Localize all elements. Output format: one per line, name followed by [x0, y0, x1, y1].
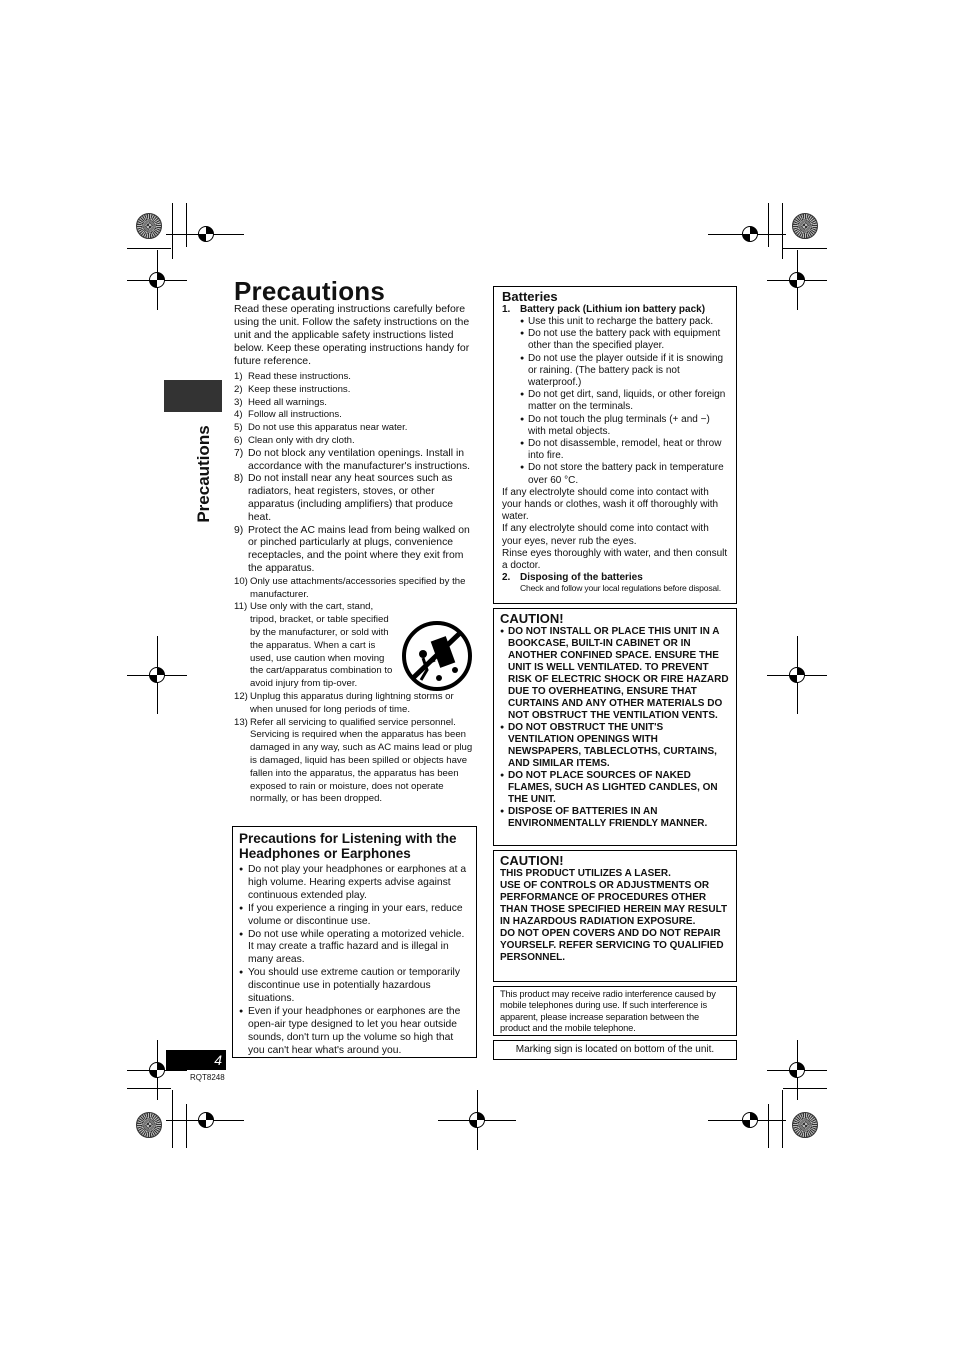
headphones-precautions-box — [232, 826, 477, 1058]
crosshair-icon — [767, 636, 827, 714]
crosshair-icon — [438, 1090, 516, 1150]
list-item: ● Do not touch the plug terminals (+ and −) with metal objects. — [520, 414, 728, 438]
list-item: ● Do not store the battery pack in temperature over 60 °C. — [520, 462, 728, 486]
paragraph: If any electrolyte should come into contact with your hands or clothes, wash it off thoroughly with water. — [502, 486, 719, 523]
caution-text: THIS PRODUCT UTILIZES A LASER. — [500, 868, 671, 879]
disposal-note: Check and follow your local regulations before disposal. — [520, 583, 721, 594]
side-section-label: Precautions — [194, 425, 213, 523]
page-title: Precautions — [234, 276, 386, 306]
caution-text: USE OF CONTROLS OR ADJUSTMENTS OR PERFORMANCE OF PROCEDURES OTHER THAN THOSE SPECIFIED HEREIN MAY RESULT IN HAZARDOUS RADIATION EXPOSURE. — [500, 880, 728, 927]
caution-box — [493, 608, 737, 846]
crosshair-icon — [127, 636, 187, 714]
list-item: 12) Unplug this apparatus during lightning storms or when unused for long periods of time. — [234, 690, 454, 715]
list-item: ● Do not get dirt, sand, liquids, or other foreign matter on the terminals. — [520, 389, 728, 413]
list-item: ● Do not use while operating a motorized vehicle. It may create a traffic hazard and is illegal in many areas. — [239, 929, 470, 968]
section-heading: Batteries — [502, 289, 558, 304]
caution-heading: CAUTION! — [500, 853, 564, 868]
batteries-box — [493, 286, 737, 604]
list-item: ● You should use extreme caution or temporarily discontinue use in potentially hazardous situations. — [239, 967, 470, 1006]
list-item: ● DO NOT OBSTRUCT THE UNIT'S VENTILATION OPENINGS WITH NEWSPAPERS, TABLECLOTHS, CURTAINS, AND SIMILAR ITEMS. — [500, 722, 730, 770]
crosshair-icon — [708, 1090, 786, 1150]
list-item: 1) Read these instructions. — [234, 371, 351, 382]
list-item: ● DO NOT PLACE SOURCES OF NAKED FLAMES, SUCH AS LIGHTED CANDLES, ON THE UNIT. — [500, 770, 730, 806]
crosshair-icon — [767, 250, 827, 310]
list-item: ● DISPOSE OF BATTERIES IN AN ENVIRONMENTALLY FRIENDLY MANNER. — [500, 806, 730, 830]
bullet-list — [239, 864, 470, 1058]
crosshair-icon — [166, 1090, 244, 1150]
color-target-icon — [792, 1112, 818, 1138]
list-item: 11) Use only with the cart, stand, tripod, bracket, or table specified by the manufacturer, or sold with the apparatus. When a cart is used, use caution when moving the cart/apparatus combination to avoid injury from tip-over. — [234, 601, 393, 690]
list-item: ● Do not disassemble, remodel, heat or throw into fire. — [520, 438, 728, 462]
marking-sign-note: Marking sign is located on bottom of the unit. — [493, 1040, 737, 1060]
list-item: 7) Do not block any ventilation openings. Install in accordance with the manufacturer's instructions. — [234, 447, 471, 472]
paragraph: If any electrolyte should come into contact with your eyes, never rub the eyes. — [502, 523, 709, 547]
color-target-icon — [136, 213, 162, 239]
list-item: 5) Do not use this apparatus near water. — [234, 422, 408, 434]
radio-interference-note: This product may receive radio interference caused by mobile telephones during use. If such interference is apparent, please increase separation between the product and the mobile telephone. — [493, 986, 737, 1036]
caution-text: DO NOT OPEN COVERS AND DO NOT REPAIR YOURSELF. REFER SERVICING TO QUALIFIED PERSONNEL. — [500, 928, 724, 963]
bullet-list — [500, 626, 730, 830]
crosshair-icon — [127, 250, 187, 310]
list-item: ● If you experience a ringing in your ears, reduce volume or discontinue use. — [239, 903, 470, 929]
list-item: ● Do not use the battery pack with equipment other than the specified player. — [520, 328, 728, 352]
subheading: 1. Battery pack (Lithium ion battery pack) — [502, 304, 706, 315]
list-item: ● Do not use the player outside if it is snowing or raining. (The battery pack is not waterproof.) — [520, 353, 728, 390]
list-item: ● Do not play your headphones or earphones at a high volume. Hearing experts advise against continuous extended play. — [239, 864, 470, 903]
list-item: 4) Follow all instructions. — [234, 409, 342, 421]
list-item: 3) Heed all warnings. — [234, 396, 327, 408]
list-item: 2) Keep these instructions. — [234, 383, 351, 395]
safety-instructions-list — [234, 371, 476, 806]
list-item: 13) Refer all servicing to qualified service personnel. Servicing is required when the apparatus has been damaged in any way, such as AC mains lead or plug is damaged, liquid has been spilled or objects have fallen into the apparatus, the apparatus has been exposed to rain or moisture, does not operate normally, or has been dropped. — [234, 716, 473, 805]
laser-caution-box — [493, 850, 737, 982]
list-item: 9) Protect the AC mains lead from being walked on or pinched particularly at plugs, convenience receptacles, and the point where they exit from the apparatus. — [234, 524, 470, 574]
color-target-icon — [136, 1112, 162, 1138]
caution-heading: CAUTION! — [500, 611, 564, 626]
paragraph: Rinse eyes thoroughly with water, and then consult a doctor. — [502, 547, 728, 572]
page-number: 4 — [166, 1050, 226, 1070]
list-item: ● Use this unit to recharge the battery pack. — [520, 316, 728, 328]
color-target-icon — [792, 213, 818, 239]
section-tab — [164, 380, 222, 412]
list-item: ● DO NOT INSTALL OR PLACE THIS UNIT IN A BOOKCASE, BUILT-IN CABINET OR IN ANOTHER CONFINED SPACE. ENSURE THE UNIT IS WELL VENTILATED. TO PREVENT RISK OF ELECTRIC SHOCK OR FIRE HAZARD DUE TO OVERHEATING, ENSURE THAT CURTAINS AND ANY OTHER MATERIALS DO NOT OBSTRUCT THE VENTILATION VENTS. — [500, 626, 730, 722]
list-item: 6) Clean only with dry cloth. — [234, 434, 355, 446]
cart-warning-icon — [401, 620, 473, 692]
section-heading: Precautions for Listening with the Headphones or Earphones — [239, 831, 457, 861]
subheading: 2. Disposing of the batteries — [502, 572, 643, 584]
intro-paragraph: Read these operating instructions carefully before using the unit. Follow the safety instructions on the unit and the applicable safety instructions listed below. Keep these operating instructions handy for future reference. — [234, 303, 470, 367]
list-item: 10) Only use attachments/accessories specified by the manufacturer. — [234, 575, 466, 600]
list-item: ● Even if your headphones or earphones are the open-air type designed to let you hear outside sounds, don't turn up the volume so high that you can't hear what's around you. — [239, 1006, 470, 1058]
bullet-list — [520, 316, 728, 487]
list-item: 8) Do not install near any heat sources such as radiators, heat registers, stoves, or other apparatus (including amplifiers) that produce heat. — [234, 473, 454, 523]
document-code: RQT8248 — [190, 1073, 225, 1082]
